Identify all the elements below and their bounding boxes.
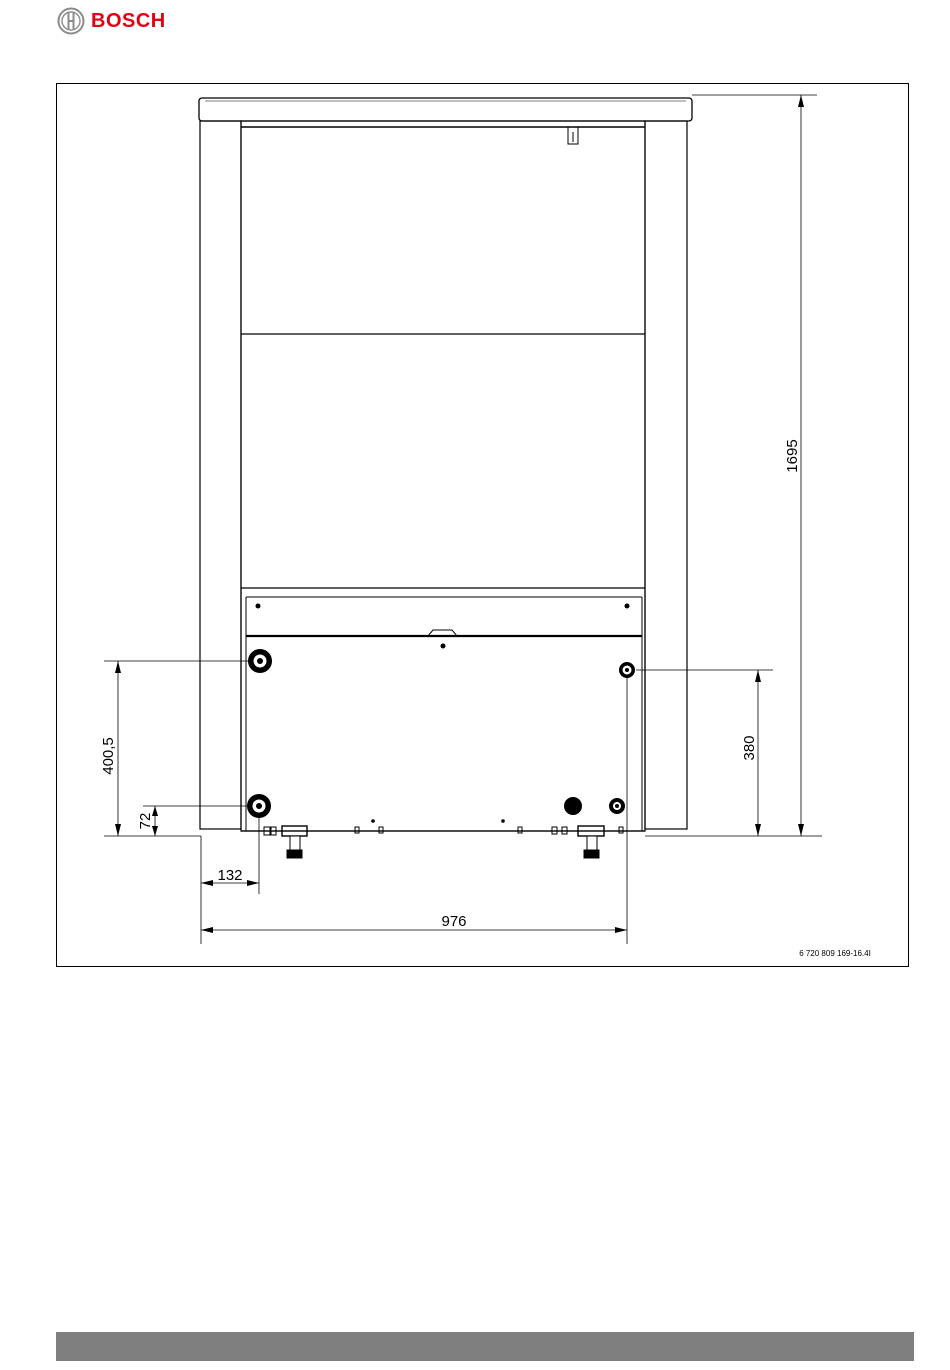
- dim-label-132: 132: [217, 867, 243, 884]
- right-side-post: [645, 121, 687, 829]
- top-cover: [199, 98, 692, 121]
- dim-label-72: 72: [137, 812, 154, 830]
- brand-name: BOSCH: [91, 9, 166, 32]
- dim-label-400-5: 400,5: [100, 737, 117, 775]
- dim-label-1695: 1695: [784, 439, 801, 473]
- dim-label-976: 976: [441, 913, 467, 930]
- dim-label-380: 380: [741, 735, 758, 761]
- left-side-post: [200, 121, 241, 829]
- connection-right: [619, 662, 635, 678]
- footer-bar: [56, 1332, 914, 1361]
- connection-bottom-right: [609, 798, 625, 814]
- front-panel: [241, 121, 645, 831]
- connection-top-left: [248, 649, 272, 673]
- connection-bottom-left: [247, 794, 271, 818]
- connection-bottom-mid: [564, 797, 582, 815]
- figure-reference-code: 6 720 809 169-16.4I: [799, 949, 871, 958]
